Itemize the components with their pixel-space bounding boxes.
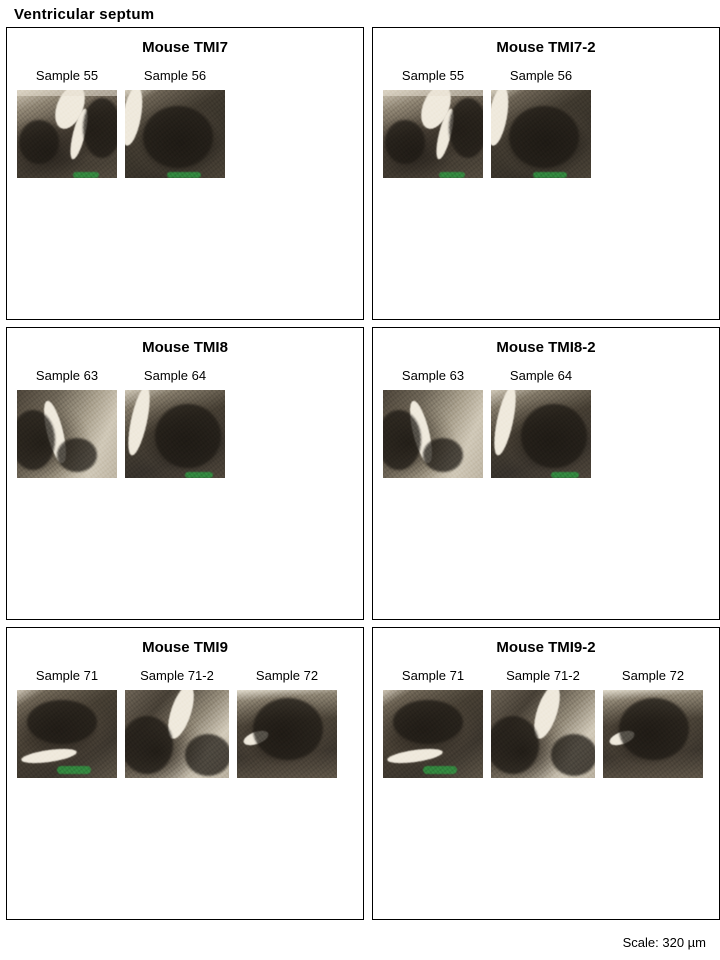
panel-mouse-tmi7-2 [372, 27, 720, 320]
histology-thumbnail [17, 90, 117, 178]
panel-title: Mouse TMI9 [142, 639, 228, 656]
sample-item [383, 668, 483, 778]
histology-thumbnail [17, 390, 117, 478]
histology-thumbnail [383, 90, 483, 178]
panel-title: Mouse TMI9-2 [496, 639, 596, 656]
histology-thumbnail [491, 390, 591, 478]
sample-item [17, 368, 117, 478]
sample-label: Sample 71-2 [140, 668, 214, 683]
panel-mouse-tmi9 [6, 627, 364, 920]
scale-note: Scale: 320 µm [622, 935, 706, 950]
sample-label: Sample 71-2 [506, 668, 580, 683]
panel-grid [6, 27, 712, 920]
sample-label: Sample 63 [35, 368, 99, 383]
sample-label: Sample 72 [255, 668, 319, 683]
histology-thumbnail [125, 690, 229, 778]
panel-mouse-tmi8-2 [372, 327, 720, 620]
sample-item [603, 668, 703, 778]
histology-thumbnail [17, 690, 117, 778]
sample-label: Sample 56 [509, 68, 573, 83]
sample-label: Sample 56 [143, 68, 207, 83]
sample-label: Sample 55 [401, 68, 465, 83]
sample-item [491, 68, 591, 178]
histology-thumbnail [125, 390, 225, 478]
sample-row [7, 68, 363, 178]
sample-row [7, 668, 363, 778]
panel-title: Mouse TMI8-2 [496, 339, 596, 356]
panel-mouse-tmi8 [6, 327, 364, 620]
panel-title: Mouse TMI7 [142, 39, 228, 56]
sample-item [383, 368, 483, 478]
sample-label: Sample 71 [35, 668, 99, 683]
sample-row [373, 368, 719, 478]
sample-label: Sample 64 [143, 368, 207, 383]
sample-row [7, 368, 363, 478]
page-title: Ventricular septum [14, 6, 155, 23]
panel-title: Mouse TMI8 [142, 339, 228, 356]
sample-item [17, 68, 117, 178]
sample-item [125, 668, 229, 778]
histology-thumbnail [383, 690, 483, 778]
sample-item [237, 668, 337, 778]
sample-label: Sample 72 [621, 668, 685, 683]
sample-item [125, 368, 225, 478]
sample-label: Sample 55 [35, 68, 99, 83]
panel-mouse-tmi7 [6, 27, 364, 320]
panel-mouse-tmi9-2 [372, 627, 720, 920]
histology-thumbnail [603, 690, 703, 778]
histology-thumbnail [125, 90, 225, 178]
sample-label: Sample 71 [401, 668, 465, 683]
histology-thumbnail [383, 390, 483, 478]
sample-item [491, 368, 591, 478]
sample-row [373, 68, 719, 178]
sample-item [125, 68, 225, 178]
sample-item [491, 668, 595, 778]
histology-thumbnail [491, 90, 591, 178]
sample-label: Sample 63 [401, 368, 465, 383]
sample-row [373, 668, 719, 778]
panel-title: Mouse TMI7-2 [496, 39, 596, 56]
histology-thumbnail [237, 690, 337, 778]
sample-label: Sample 64 [509, 368, 573, 383]
histology-thumbnail [491, 690, 595, 778]
sample-item [383, 68, 483, 178]
sample-item [17, 668, 117, 778]
